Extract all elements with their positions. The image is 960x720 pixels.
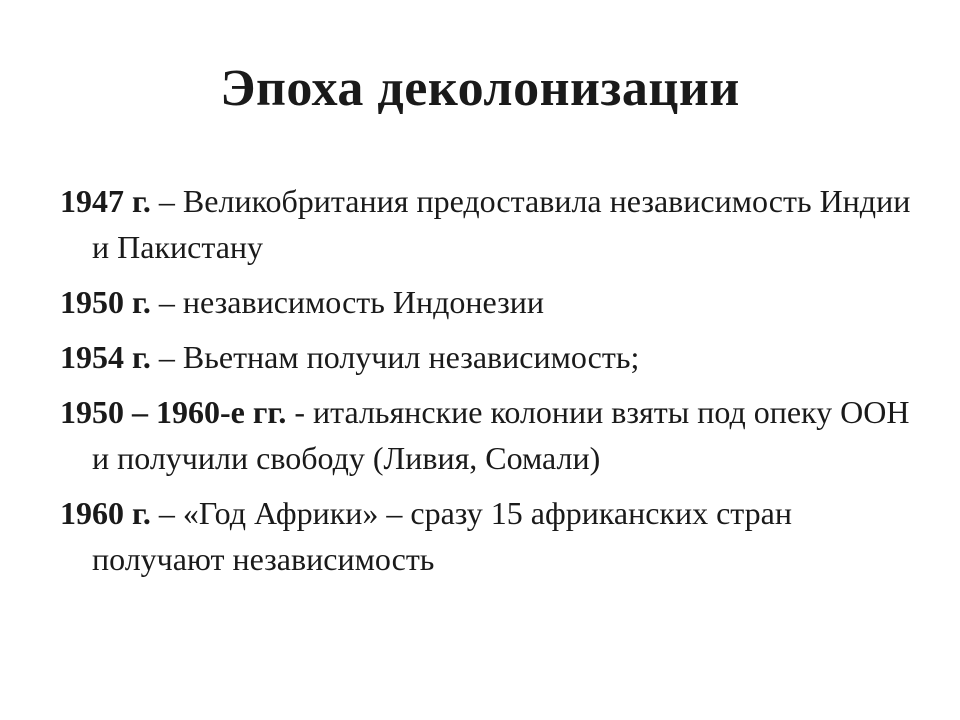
event-text: – Великобритания предоставила независимость Индии и Пакистану <box>92 183 911 265</box>
event-text: – «Год Африки» – сразу 15 африканских стран получают независимость <box>92 495 792 577</box>
event-text: – независимость Индонезии <box>150 284 544 320</box>
event-date: 1954 г. <box>60 339 151 375</box>
event-date: 1950 г. <box>60 284 151 320</box>
event-date: 1950 – 1960-е гг. <box>60 394 287 430</box>
event-text: – Вьетнам получил независимость; <box>150 339 640 375</box>
event-item <box>60 334 920 380</box>
event-text: - итальянские колонии взяты под опеку ООН и получили свободу (Ливия, Сомали) <box>92 394 910 476</box>
event-date: 1960 г. <box>60 495 151 531</box>
event-item <box>60 389 920 481</box>
event-item <box>60 279 920 325</box>
event-list <box>60 178 920 591</box>
slide-title: Эпоха деколонизации <box>220 60 740 117</box>
event-item <box>60 178 920 270</box>
event-item <box>60 490 920 582</box>
event-date: 1947 г. <box>60 183 151 219</box>
